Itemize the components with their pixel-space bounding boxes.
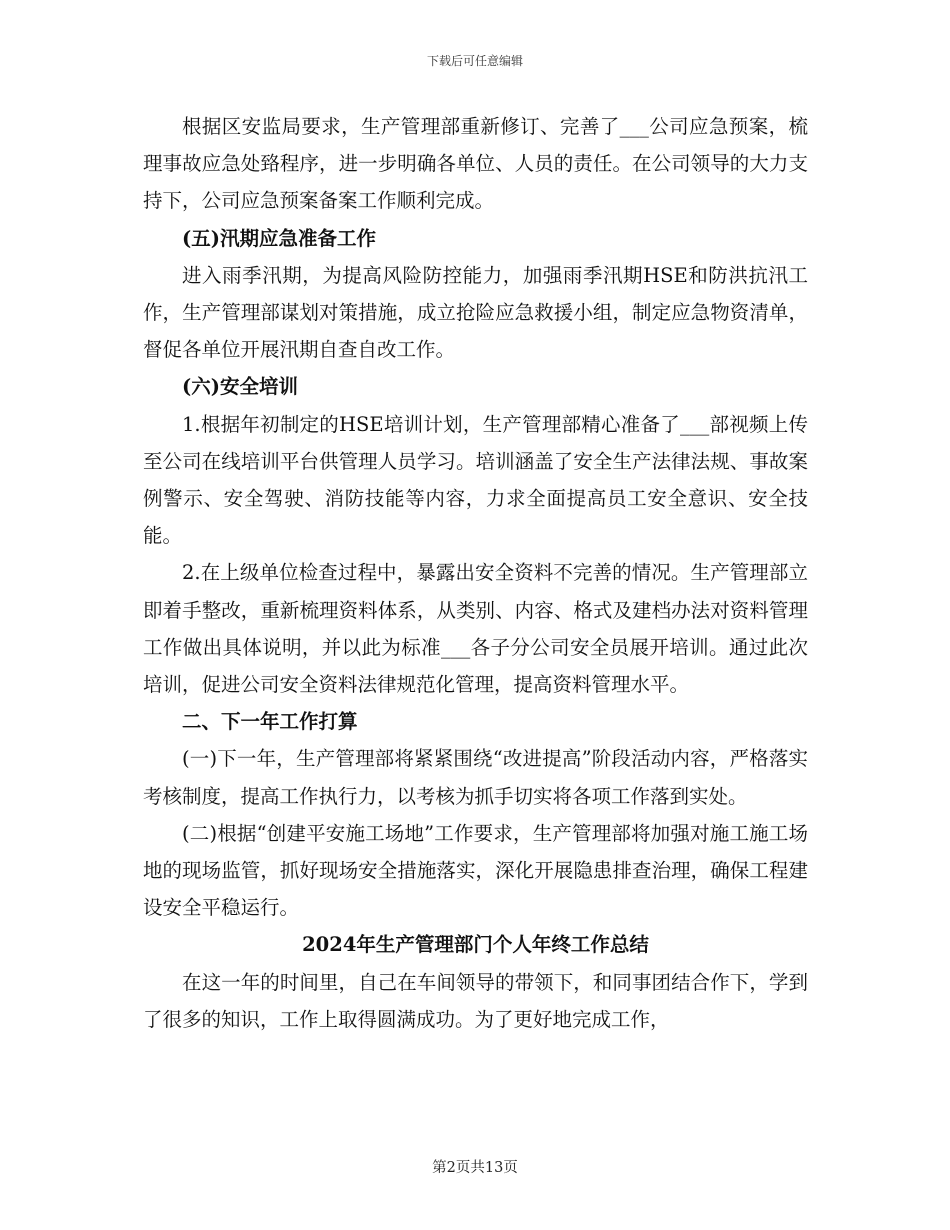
paragraph: 1.根据年初制定的HSE培训计划，生产管理部精心准备了___部视频上传至公司在线培训平台供管理人员学习。培训涵盖了安全生产法律法规、事故案例警示、安全驾驶、消防技能等内容，力求全面提高员工安全意识、安全技能。 [143,412,808,548]
document-body [143,108,808,1038]
section-heading: (六)安全培训 [182,375,298,399]
paragraph: (一)下一年，生产管理部将紧紧围绕“改进提高”阶段活动内容，严格落实考核制度，提高工作执行力，以考核为抓手切实将各项工作落到实处。 [143,747,808,808]
paragraph: 在这一年的时间里，自己在车间领导的带领下，和同事团结合作下，学到了很多的知识，工作上取得圆满成功。为了更好地完成工作， [143,970,808,1031]
page-header: 下载后可任意编辑 [426,54,523,68]
paragraph: (二)根据“创建平安施工场地”工作要求，生产管理部将加强对施工施工场地的现场监管，抓好现场安全措施落实，深化开展隐患排查治理，确保工程建设安全平稳运行。 [143,821,808,920]
paragraph: 根据区安监局要求，生产管理部重新修订、完善了___公司应急预案，梳理事故应急处臵程序，进一步明确各单位、人员的责任。在公司领导的大力支持下，公司应急预案备案工作顺利完成。 [143,115,808,213]
paragraph: 2.在上级单位检查过程中，暴露出安全资料不完善的情况。生产管理部立即着手整改，重新梳理资料体系，从类别、内容、格式及建档办法对资料管理工作做出具体说明，并以此为标准___各子分公司安全员展开培训。通过此次培训，促进公司安全资料法律规范化管理，提高资料管理水平。 [143,561,808,697]
document-title: 2024年生产管理部门个人年终工作总结 [302,933,649,957]
paragraph: 进入雨季汛期，为提高风险防控能力，加强雨季汛期HSE和防洪抗汛工作，生产管理部谋划对策措施，成立抢险应急救援小组，制定应急物资清单，督促各单位开展汛期自查自改工作。 [143,263,808,362]
section-heading: (五)汛期应急准备工作 [182,226,376,250]
page-number: 第2页共13页 [432,1160,518,1176]
section-heading: 二、下一年工作打算 [182,710,358,734]
